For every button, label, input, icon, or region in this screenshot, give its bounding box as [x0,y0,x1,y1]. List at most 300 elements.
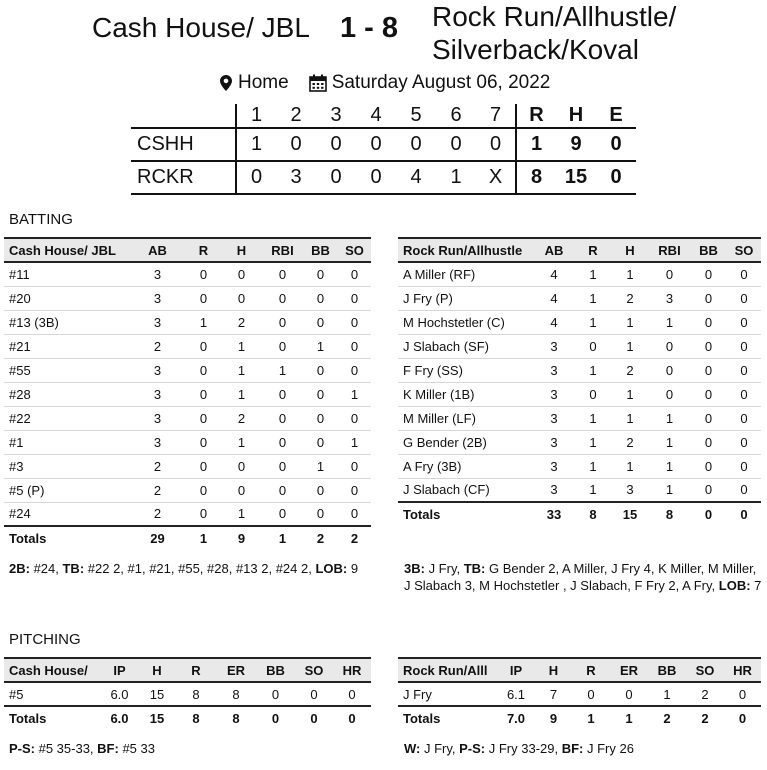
col-header-h: H [548,662,559,678]
totals-cell: 0 [724,706,761,730]
stat-cell: 0 [303,310,338,334]
stat-cell: 3 [533,334,575,358]
stat-cell: 2 [129,502,186,526]
col-header-ab: AB [544,242,564,258]
totals-cell: 2 [303,526,338,550]
player-name: G Bender (2B) [398,430,533,454]
stat-cell: 0 [690,382,727,406]
table-row [398,382,761,406]
note-label: TB: [463,561,486,576]
game-header [0,0,767,70]
stat-cell: 1 [575,358,611,382]
stat-cell: 1 [611,310,649,334]
stat-cell: 6.0 [101,682,138,706]
stat-cell: 0 [649,262,690,286]
stat-cell: 2 [129,334,186,358]
batting-header-row [398,238,761,262]
player-name: #1 [4,430,129,454]
stat-cell: 0 [303,358,338,382]
stat-cell: 4 [533,286,575,310]
totals-row [398,502,761,526]
linescore-header-row [131,104,636,128]
note-text: #24, [29,561,63,576]
totals-cell: 2 [648,706,686,730]
table-row [4,478,371,502]
inning-score: 4 [410,166,422,188]
stat-cell: 0 [303,382,338,406]
stat-cell: 0 [262,454,303,478]
stat-cell: 3 [649,286,690,310]
stat-cell: 0 [338,502,371,526]
stat-cell: 0 [262,478,303,502]
stat-cell: 2 [686,682,724,706]
note-label: TB: [62,561,85,576]
stat-cell: 0 [303,430,338,454]
stat-cell: 0 [727,454,761,478]
stat-cell: 0 [690,478,727,502]
stat-cell: 0 [727,334,761,358]
inning-score: 0 [410,133,422,155]
pitching-notes-away [9,740,369,757]
stat-cell: 0 [690,286,727,310]
pitching-header-row [398,658,761,682]
batting-header-row [4,238,371,262]
player-name: #21 [4,334,129,358]
stat-cell: 0 [186,478,221,502]
player-name: A Fry (3B) [398,454,533,478]
totals-cell: 0 [333,706,371,730]
col-header-r: R [198,242,209,258]
stat-cell: 2 [611,358,649,382]
col-header-h: H [236,242,247,258]
stat-cell: 0 [727,286,761,310]
stat-cell: 3 [533,406,575,430]
stat-cell: 2 [611,286,649,310]
stat-cell: 7 [535,682,572,706]
player-name: A Miller (RF) [398,262,533,286]
stat-cell: 0 [338,334,371,358]
away-team-name: Cash House/ JBL [92,12,310,43]
stat-cell: 1 [649,454,690,478]
player-name: F Fry (SS) [398,358,533,382]
stat-cell: 0 [649,358,690,382]
stat-cell: 0 [303,406,338,430]
linescore-row-away [131,128,636,161]
totals-cell: 29 [129,526,186,550]
inning-score: 0 [290,133,302,155]
home-team-name [432,0,676,66]
col-header-rbi: RBI [658,242,681,258]
stat-cell: 0 [690,334,727,358]
table-row [4,430,371,454]
stat-cell: 2 [129,454,186,478]
totals-label: Totals [4,526,129,550]
calendar-icon [309,74,327,92]
stat-cell: 1 [338,382,371,406]
stat-cell: 0 [727,382,761,406]
inning-header: 3 [330,104,342,126]
inning-score: 0 [330,166,342,188]
col-header-bb: BB [311,242,330,258]
table-row [398,310,761,334]
inning-header: 1 [236,104,276,128]
col-header-r: R [588,242,598,258]
stat-cell: 1 [303,334,338,358]
batting-section-title: BATTING [9,211,73,228]
inning-score: X [488,166,503,188]
inning-header: 7 [489,104,502,126]
stat-cell: 3 [129,262,186,286]
stat-cell: 0 [572,682,610,706]
stat-cell: 0 [262,502,303,526]
stat-cell: 0 [186,406,221,430]
stat-cell: 1 [575,262,611,286]
stat-cell: 0 [575,382,611,406]
stat-cell: 0 [303,502,338,526]
table-row [398,682,761,706]
totals-cell: 9 [221,526,262,550]
pitching-section-title: PITCHING [9,631,81,648]
stat-cell: 0 [338,262,371,286]
pitching-table-away [4,657,371,730]
stat-cell: 0 [575,334,611,358]
runs-header: R [516,104,556,128]
totals-label: Totals [398,502,533,526]
stat-cell: 4 [533,310,575,334]
pitching-header-row [4,658,371,682]
stat-cell: 8 [216,682,256,706]
hits-header: H [568,104,584,126]
batting-table-away [4,237,371,550]
totals-label: Totals [4,706,101,730]
totals-cell: 1 [572,706,610,730]
total-runs: 8 [516,161,556,194]
col-header-ip: IP [509,662,523,678]
stat-cell: 1 [186,310,221,334]
totals-cell: 0 [727,502,761,526]
player-name: #3 [4,454,129,478]
player-name: #5 [4,682,101,706]
stat-cell: 0 [724,682,761,706]
player-name: #55 [4,358,129,382]
totals-cell: 15 [611,502,649,526]
stat-cell: 0 [295,682,333,706]
table-row [4,358,371,382]
home-team-name-line2: Silverback/Koval [432,34,639,65]
stat-cell: 0 [690,430,727,454]
stat-cell: 8 [176,682,216,706]
stat-cell: 0 [262,262,303,286]
player-name: M Miller (LF) [398,406,533,430]
stat-cell: 3 [611,478,649,502]
stat-cell: 0 [727,310,761,334]
col-header-bb: BB [657,662,677,678]
stat-cell: 1 [303,454,338,478]
stat-cell: 1 [649,406,690,430]
totals-row [4,706,371,730]
stat-cell: 3 [129,310,186,334]
pitching-team-header: Rock Run/Alll [403,662,488,678]
linescore-team-abbr: RCKR [137,166,194,188]
total-hits: 9 [570,133,582,155]
note-text: J Fry, [424,561,464,576]
note-text: G Bender 2, A Miller, J Fry 4, K Miller, M Miller, J Slabach 3, M Hochstetler , J Slabach, F Fry 2, A Fry, [404,561,757,593]
stat-cell: 0 [186,454,221,478]
stat-cell: 0 [690,358,727,382]
batting-notes-away [9,560,369,577]
player-name: #24 [4,502,129,526]
totals-cell: 6.0 [101,706,138,730]
stat-cell: 0 [649,382,690,406]
table-row [4,334,371,358]
note-label: 2B: [9,561,30,576]
stat-cell: 0 [727,358,761,382]
stat-cell: 3 [129,430,186,454]
col-header-so: SO [345,242,364,258]
totals-cell: 1 [186,526,221,550]
inning-score: 3 [290,166,302,188]
table-row [398,334,761,358]
col-header-so: SO [695,662,715,678]
stat-cell: 0 [186,262,221,286]
player-name: #13 (3B) [4,310,129,334]
inning-score: 0 [450,133,462,155]
stat-cell: 0 [727,430,761,454]
total-hits: 15 [564,166,588,188]
player-name: #11 [4,262,129,286]
stat-cell: 0 [186,430,221,454]
stat-cell: 1 [338,430,371,454]
final-score: 1 - 8 [340,12,399,44]
stat-cell: 1 [221,430,262,454]
stat-cell: 3 [129,286,186,310]
map-pin-icon [220,75,232,91]
stat-cell: 0 [262,430,303,454]
col-header-so: SO [734,242,754,258]
table-row [398,286,761,310]
stat-cell: 3 [533,478,575,502]
note-text: 9 [347,561,359,576]
note-text: #22 2, #1, #21, #55, #28, #13 2, #24 2, [84,561,316,576]
stat-cell: 15 [138,682,176,706]
col-header-h: H [152,662,162,678]
totals-row [4,526,371,550]
totals-row [398,706,761,730]
stat-cell: 0 [256,682,295,706]
inning-score: 0 [370,133,382,155]
total-errors: 0 [610,133,622,155]
total-errors: 0 [610,166,622,188]
stat-cell: 1 [221,382,262,406]
stat-cell: 3 [533,454,575,478]
stat-cell: 3 [129,358,186,382]
stat-cell: 0 [186,358,221,382]
stat-cell: 0 [338,286,371,310]
totals-cell: 9 [535,706,572,730]
pitching-team-header: Cash House/ [9,662,88,678]
totals-cell: 1 [262,526,303,550]
stat-cell: 1 [575,286,611,310]
stat-cell: 1 [221,358,262,382]
col-header-ab: AB [148,242,167,258]
stat-cell: 1 [575,478,611,502]
inning-header: 6 [450,104,462,126]
player-name: #28 [4,382,129,406]
player-name: J Slabach (SF) [398,334,533,358]
table-row [4,406,371,430]
stat-cell: 0 [303,286,338,310]
table-row [398,430,761,454]
col-header-er: ER [619,662,639,678]
game-date: Saturday August 06, 2022 [331,72,551,93]
stat-cell: 1 [575,406,611,430]
stat-cell: 0 [690,406,727,430]
col-header-rbi: RBI [271,242,294,258]
stat-cell: 1 [221,502,262,526]
table-row [398,406,761,430]
stat-cell: 0 [262,310,303,334]
inning-score: 1 [450,166,462,188]
stat-cell: 0 [727,406,761,430]
errors-header: E [609,104,623,126]
player-name: J Fry [398,682,497,706]
stat-cell: 1 [649,430,690,454]
table-row [4,682,371,706]
note-text: J Fry 26 [583,741,634,756]
col-header-r: R [191,662,201,678]
totals-cell: 15 [138,706,176,730]
batting-team-header: Rock Run/Allhustle [403,242,523,258]
note-text: #5 35-33, [35,741,98,756]
note-label: 3B: [404,561,425,576]
batting-team-header: Cash House/ JBL [9,242,116,258]
totals-cell: 0 [690,502,727,526]
home-team-name-line1: Rock Run/Allhustle/ [432,1,677,32]
inning-header: 5 [410,104,422,126]
note-label: BF: [561,741,584,756]
stat-cell: 0 [333,682,371,706]
game-location: Home [238,72,289,93]
stat-cell: 0 [303,262,338,286]
inning-score: 1 [236,128,276,161]
stat-cell: 1 [575,430,611,454]
stat-cell: 3 [129,406,186,430]
inning-score: 0 [236,161,276,194]
stat-cell: 0 [338,478,371,502]
player-name: M Hochstetler (C) [398,310,533,334]
stat-cell: 0 [690,454,727,478]
totals-cell: 33 [533,502,575,526]
col-header-so: SO [304,662,324,678]
stat-cell: 2 [611,430,649,454]
inning-score: 0 [370,166,382,188]
note-label: BF: [97,741,119,756]
stat-cell: 1 [611,262,649,286]
table-row [398,358,761,382]
stat-cell: 2 [129,478,186,502]
stat-cell: 0 [338,406,371,430]
totals-cell: 2 [338,526,371,550]
stat-cell: 1 [611,382,649,406]
stat-cell: 0 [186,382,221,406]
col-header-bb: BB [699,242,718,258]
linescore-row-home [131,161,636,194]
stat-cell: 0 [727,262,761,286]
stat-cell: 0 [186,286,221,310]
stat-cell: 0 [186,334,221,358]
stat-cell: 1 [648,682,686,706]
player-name: #5 (P) [4,478,129,502]
col-header-r: R [586,662,596,678]
stat-cell: 2 [221,406,262,430]
table-row [4,502,371,526]
inning-score: 0 [330,133,342,155]
stat-cell: 0 [649,334,690,358]
col-header-bb: BB [266,662,285,678]
stat-cell: 1 [575,454,611,478]
stat-cell: 1 [221,334,262,358]
stat-cell: 0 [690,262,727,286]
stat-cell: 3 [129,382,186,406]
stat-cell: 3 [533,382,575,406]
note-text: J Fry 33-29, [485,741,562,756]
table-row [4,382,371,406]
col-header-h: H [625,242,635,258]
linescore-team-abbr: CSHH [137,133,194,155]
player-name: #20 [4,286,129,310]
note-label: P-S: [9,741,35,756]
stat-cell: 0 [303,478,338,502]
stat-cell: 0 [610,682,648,706]
player-name: K Miller (1B) [398,382,533,406]
note-label: LOB: [315,561,348,576]
inning-header: 4 [370,104,382,126]
col-header-er: ER [226,662,246,678]
totals-cell: 0 [256,706,295,730]
batting-table-home [398,237,761,526]
total-runs: 1 [516,128,556,161]
player-name: J Slabach (CF) [398,478,533,502]
note-label: W: [404,741,421,756]
pitching-notes-home [404,740,764,757]
player-name: #22 [4,406,129,430]
stat-cell: 0 [186,502,221,526]
col-header-hr: HR [733,662,752,678]
stat-cell: 0 [338,454,371,478]
note-label: P-S: [459,741,486,756]
table-row [4,310,371,334]
table-row [4,262,371,286]
stat-cell: 1 [649,478,690,502]
batting-notes-home [404,560,764,594]
linescore-team-header [131,104,236,128]
note-label: LOB: [718,578,751,593]
totals-cell: 7.0 [497,706,535,730]
pitching-table-home [398,657,761,730]
stat-cell: 1 [611,334,649,358]
totals-cell: 8 [575,502,611,526]
stat-cell: 3 [533,358,575,382]
game-info [220,72,550,94]
stat-cell: 0 [221,286,262,310]
col-header-ip: IP [113,662,126,678]
totals-cell: 1 [610,706,648,730]
player-name: J Fry (P) [398,286,533,310]
stat-cell: 0 [221,478,262,502]
table-row [4,454,371,478]
table-row [4,286,371,310]
stat-cell: 3 [533,430,575,454]
